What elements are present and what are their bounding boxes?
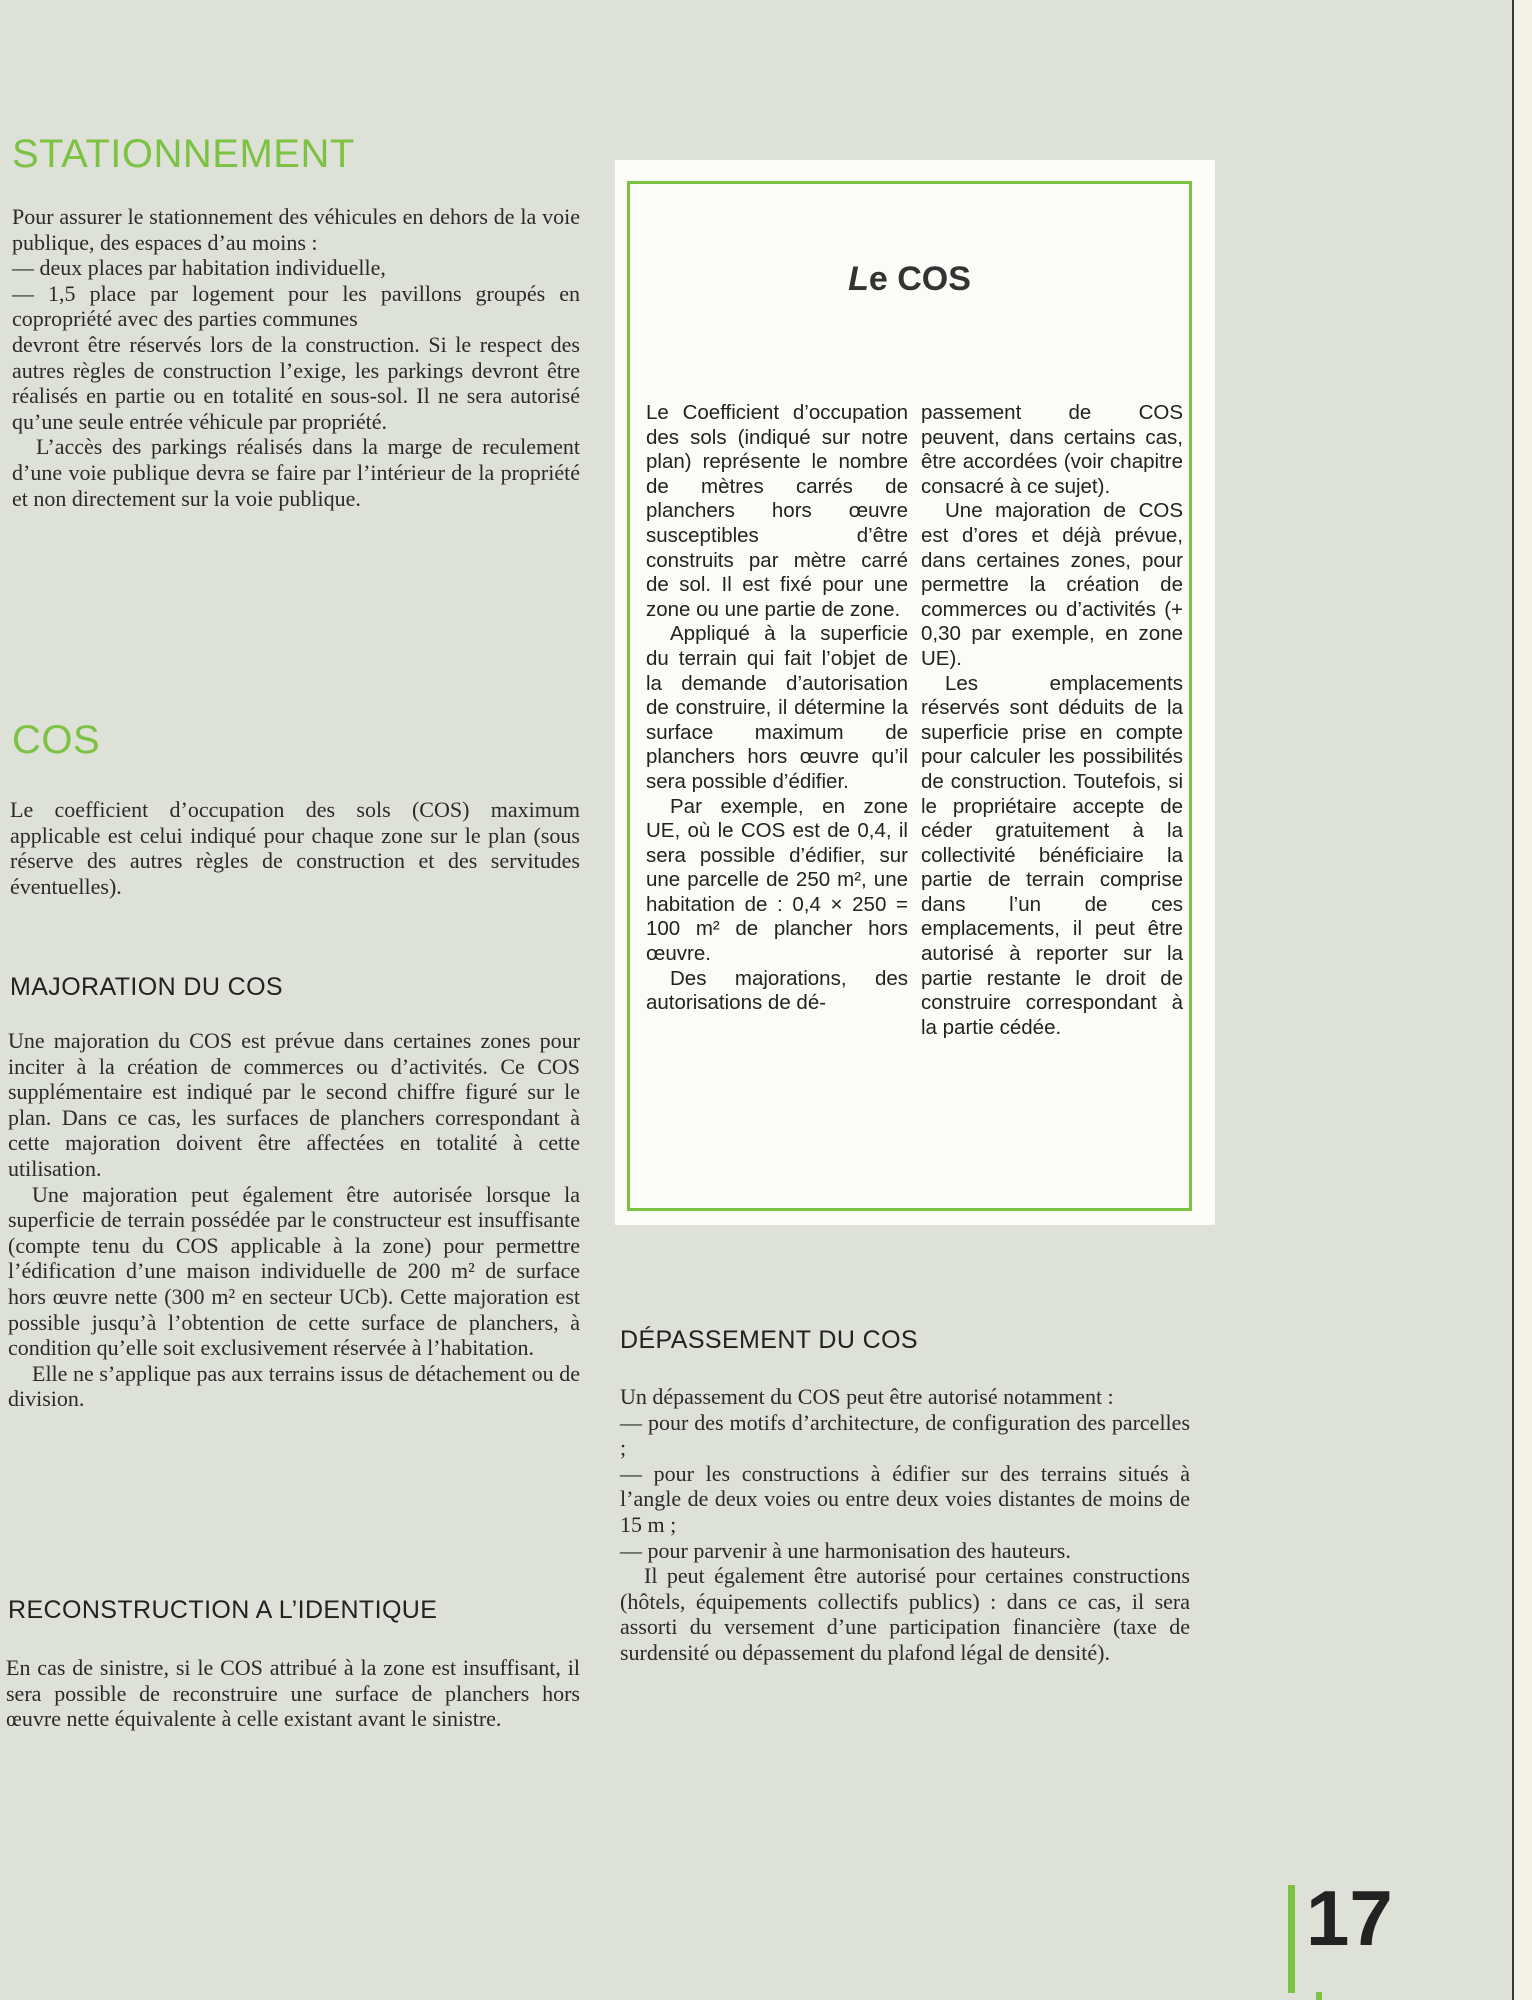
paragraph: devront être réservés lors de la construction. Si le respect des autres règles de construction l’exige, les parkings devront être réalisés en partie ou en totalité en sous-sol. Il ne sera autorisé qu’une seule entrée véhicule par propriété. xyxy=(12,331,580,434)
paragraph: Appliqué à la superficie du terrain qui fait l’objet de la demande d’autorisation de construire, il détermine la surface maximum de planchers hors œuvre qu’il sera possible d’édifier. xyxy=(646,622,908,793)
le-cos-title: Le COS xyxy=(848,260,971,298)
le-cos-left-column xyxy=(646,401,908,1016)
page-edge xyxy=(1512,0,1532,2000)
paragraph: passement de COS peuvent, dans certains cas, être accordées (voir chapitre consacré à ce sujet). xyxy=(921,401,1183,498)
list-item: — pour parvenir à une harmonisation des hauteurs. xyxy=(620,1537,1071,1563)
list-item: — pour des motifs d’architecture, de configuration des parcelles ; xyxy=(620,1409,1190,1461)
paragraph: Elle ne s’applique pas aux terrains issus de détachement ou de division. xyxy=(8,1360,580,1412)
section-cos-body xyxy=(10,797,580,899)
le-cos-right-column xyxy=(921,401,1183,1040)
paragraph: Le Coefficient d’occupation des sols (indiqué sur notre plan) représente le nombre de mètres carrés de planchers hors œuvre susceptibles d’être construits par mètre carré de sol. Il est fixé pour une zone ou une partie de zone. xyxy=(646,401,908,621)
paragraph: Un dépassement du COS peut être autorisé notamment : xyxy=(620,1384,1114,1409)
section-stationnement-body xyxy=(12,204,580,511)
paragraph: Par exemple, en zone UE, où le COS est de 0,4, il sera possible d’édifier, sur une parcelle de 250 m², une habitation de : 0,4 × 250 = 100 m² de plancher hors œuvre. xyxy=(646,794,908,966)
section-title-reconstruction: RECONSTRUCTION A L’IDENTIQUE xyxy=(8,1596,438,1624)
section-title-majoration: MAJORATION DU COS xyxy=(10,973,284,1001)
section-title-depassement: DÉPASSEMENT DU COS xyxy=(620,1326,918,1354)
page-number-accent-bar xyxy=(1288,1885,1295,1993)
list-item: — deux places par habitation individuelle, xyxy=(12,255,386,281)
le-cos-box xyxy=(627,181,1192,1211)
paragraph: Une majoration de COS est d’ores et déjà prévue, dans certaines zones, pour permettre la création de commerces ou d’activités (+ 0,30 par exemple, en zone UE). xyxy=(921,499,1183,670)
paragraph: Les emplacements réservés sont déduits de la superficie prise en compte pour calculer les possibilités de construction. Toutefois, si le propriétaire accepte de céder gratuitement à la collectivité bénéficiaire la partie de terrain comprise dans l’un de ces emplacements, il peut être autorisé à reporter sur la partie restante le droit de construire correspondant à la partie cédée. xyxy=(921,671,1183,1039)
section-depassement-body xyxy=(620,1384,1190,1666)
section-reconstruction-body xyxy=(6,1655,580,1732)
paragraph: En cas de sinistre, si le COS attribué à la zone est insuffisant, il sera possible de reconstruire une surface de planchers hors œuvre nette équivalente à celle existant avant le sinistre. xyxy=(6,1655,580,1732)
paragraph: Une majoration peut également être autorisée lorsque la superficie de terrain possédée par le constructeur est insuffisante (compte tenu du COS applicable à la zone) pour permettre l’édification d’une maison individuelle de 200 m² de surface hors œuvre nette (300 m² en secteur UCb). Cette majoration est possible jusqu’à l’obtention de cette surface de planchers, à condition qu’elle soit exclusivement réservée à l’habitation. xyxy=(8,1181,580,1361)
section-title-cos: COS xyxy=(12,718,101,762)
list-item: — 1,5 place par logement pour les pavillons groupés en copropriété avec des parties communes xyxy=(12,280,580,332)
paragraph: Une majoration du COS est prévue dans certaines zones pour inciter à la création de commerces ou d’activités. Ce COS supplémentaire est indiqué par le second chiffre figuré sur le plan. Dans ce cas, les surfaces de planchers correspondant à cette majoration doivent être affectées en totalité à cette utilisation. xyxy=(8,1028,580,1181)
paragraph: Pour assurer le stationnement des véhicules en dehors de la voie publique, des espaces d’au moins : xyxy=(12,204,580,255)
page-number-accent-tick xyxy=(1316,1992,1322,2000)
paragraph: L’accès des parkings réalisés dans la marge de reculement d’une voie publique devra se faire par l’intérieur de la propriété et non directement sur la voie publique. xyxy=(12,434,580,511)
page-number: 17 xyxy=(1306,1874,1393,1962)
paragraph: Le coefficient d’occupation des sols (COS) maximum applicable est celui indiqué pour chaque zone sur le plan (sous réserve des autres règles de construction et des servitudes éventuelles). xyxy=(10,797,580,899)
list-item: — pour les constructions à édifier sur des terrains situés à l’angle de deux voies ou entre deux voies distantes de moins de 15 m ; xyxy=(620,1460,1190,1537)
paragraph: Il peut également être autorisé pour certaines constructions (hôtels, équipements collectifs publics) : dans ce cas, il sera assorti du versement d’une participation financière (taxe de surdensité ou dépassement du plafond légal de densité). xyxy=(620,1563,1190,1665)
section-majoration-body xyxy=(8,1028,580,1412)
paragraph: Des majorations, des autorisations de dé- xyxy=(646,966,908,1015)
section-title-stationnement: STATIONNEMENT xyxy=(12,132,355,176)
